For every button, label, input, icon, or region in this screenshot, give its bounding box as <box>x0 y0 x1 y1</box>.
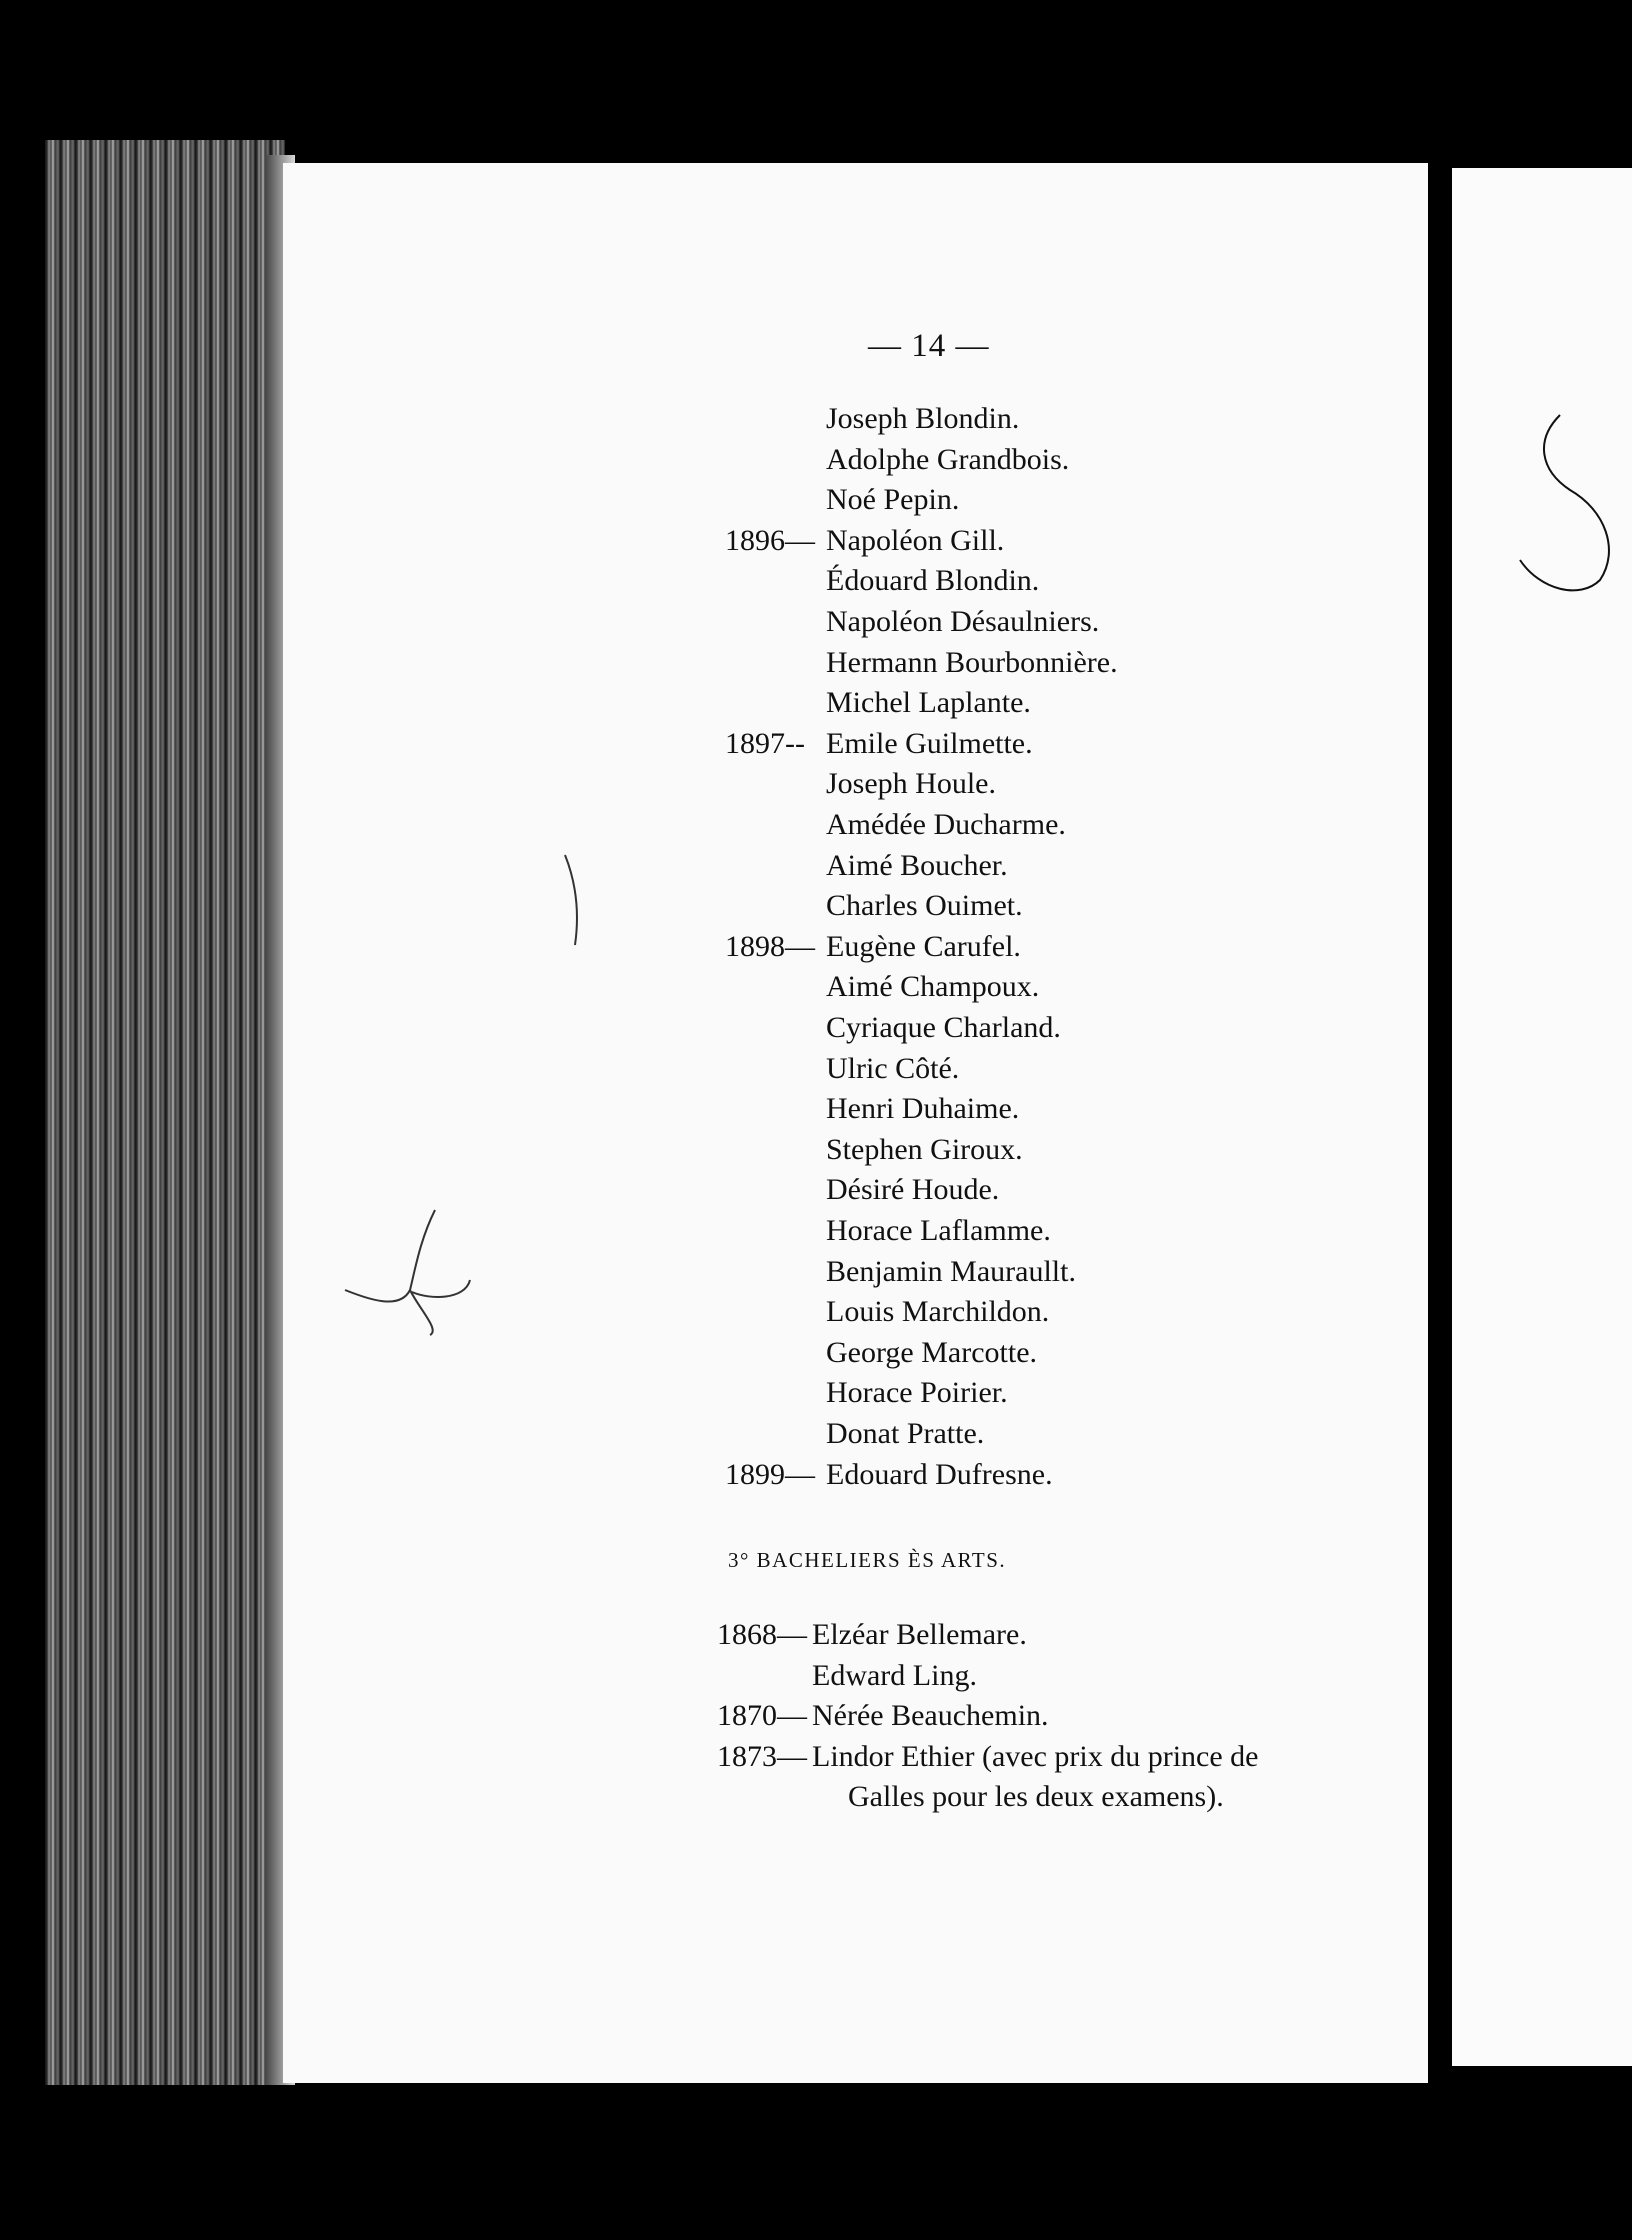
graduate-name: Napoléon Gill. <box>826 523 1005 557</box>
graduate-name: Cyriaque Charland. <box>826 1011 1061 1044</box>
year-label: 1896— <box>725 523 815 557</box>
graduate-name: Galles pour les deux examens). <box>848 1780 1224 1813</box>
graduate-name: Napoléon Désaulniers. <box>826 605 1100 638</box>
page-number: — 14 — <box>868 328 990 364</box>
year-label: 1873— <box>717 1739 807 1773</box>
year-label: 1897-- <box>725 726 805 760</box>
year-label: 1898— <box>725 929 815 963</box>
graduate-name: Emile Guilmette. <box>826 726 1033 760</box>
graduate-name: Horace Poirier. <box>826 1376 1008 1410</box>
graduate-name: Donat Pratte. <box>826 1417 985 1450</box>
graduate-name: Joseph Blondin. <box>826 402 1020 435</box>
graduate-name: Édouard Blondin. <box>826 564 1040 598</box>
graduate-name: Louis Marchildon. <box>826 1295 1050 1329</box>
graduate-name: Michel Laplante. <box>826 686 1031 720</box>
graduate-name: Charles Ouimet. <box>826 889 1023 923</box>
graduate-name: Adolphe Grandbois. <box>826 442 1070 476</box>
graduate-name: Nérée Beauchemin. <box>812 1699 1049 1732</box>
graduate-name: Noé Pepin. <box>826 483 960 517</box>
graduate-name: Joseph Houle. <box>826 767 996 801</box>
graduate-name: Amédée Ducharme. <box>826 808 1066 841</box>
graduate-name: Aimé Boucher. <box>826 848 1008 882</box>
graduate-name: Aimé Champoux. <box>826 970 1040 1004</box>
graduate-name: Lindor Ethier (avec prix du prince de <box>812 1739 1259 1773</box>
graduate-name: Stephen Giroux. <box>826 1132 1023 1166</box>
graduate-name: Elzéar Bellemare. <box>812 1618 1027 1651</box>
facing-page-edge <box>1452 168 1632 2066</box>
graduate-name: Ulric Côté. <box>826 1051 960 1085</box>
year-label: 1868— <box>717 1618 807 1651</box>
book-page-edges <box>45 140 285 2085</box>
graduate-name: Edward Ling. <box>812 1658 977 1692</box>
graduate-name: Horace Laflamme. <box>826 1214 1051 1247</box>
graduate-name: Eugène Carufel. <box>826 929 1021 963</box>
year-label: 1870— <box>717 1699 807 1732</box>
graduate-name: Henri Duhaime. <box>826 1092 1020 1126</box>
graduate-name: George Marcotte. <box>826 1335 1038 1369</box>
graduate-name: Benjamin Mauraullt. <box>826 1254 1076 1288</box>
year-label: 1899— <box>725 1457 815 1491</box>
graduate-name: Hermann Bourbonnière. <box>826 645 1118 679</box>
graduate-name: Désiré Houde. <box>826 1173 1000 1207</box>
graduate-name: Edouard Dufresne. <box>826 1457 1053 1491</box>
section-heading: 3° BACHELIERS ÈS ARTS. <box>728 1548 1007 1572</box>
